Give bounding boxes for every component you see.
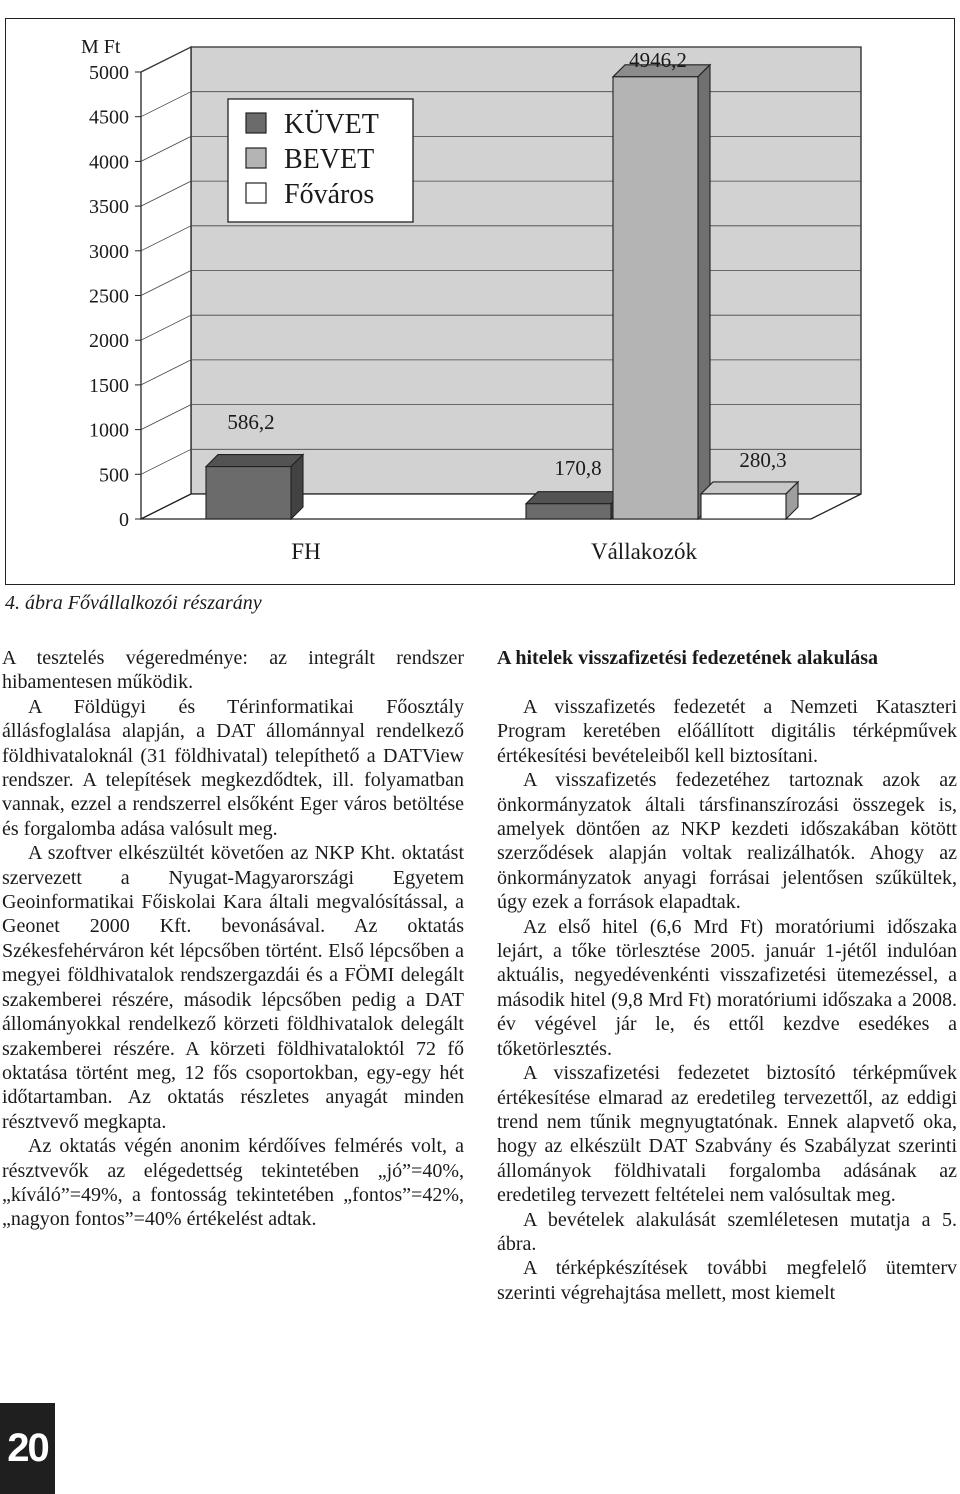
y-tick-label: 1500 — [89, 374, 129, 397]
paragraph: A tesztelés végeredménye: az integrált rendszer hibamentesen működik. — [2, 647, 464, 694]
y-tick-label: 0 — [119, 509, 129, 531]
bar — [613, 77, 698, 519]
bar-side — [698, 65, 710, 519]
page-number: 20 — [0, 1403, 55, 1494]
bar-chart — [6, 19, 954, 584]
bar — [526, 504, 611, 519]
figure-caption: 4. ábra Fővállalkozói részarány — [5, 592, 262, 614]
y-tick-label: 3500 — [89, 196, 129, 219]
paragraph: Az oktatás végén anonim kérdőíves felmérés volt, a résztvevők az elégedettség tekintetében „jó”=40%, „kíváló”=49%, a fontosság tekintetében „fontos”=42%, „nagyon fontos”=40% értékelést adtak. — [2, 1135, 464, 1231]
y-tick-label: 5000 — [89, 62, 129, 84]
legend-swatch — [246, 183, 266, 203]
y-tick-label: 500 — [99, 464, 129, 487]
data-label: 280,3 — [739, 448, 787, 472]
y-unit-label: M Ft — [81, 36, 121, 58]
bar-top — [701, 482, 798, 494]
data-label: 586,2 — [227, 410, 275, 434]
bar-top — [206, 455, 303, 467]
section-heading: A hitelek visszafizetési fedezetének alakulása — [497, 647, 879, 669]
paragraph: A szoftver elkészültét követően az NKP Kht. oktatást szervezett a Nyugat-Magyarországi Egyetem Geoinformatikai Főiskolai Kara általi megvalósítással, a Geonet 2000 Kft. bevonásával. Az oktatás Székesfehérváron két lépcsőben történt. Első lépcsőben a megyei földhivatalok rendszergazdái és a FÖMI delegált szakemberei részére, második lépcsőben pedig a DAT állományokkal rendelkező körzeti földhivatalok delegált szakemberei részére. A körzeti földhivataloktól 72 fő oktatása történt meg, 12 fős csoportokban, egy-egy hét időtartamban. Az oktatás részletes anyagát minden résztvevő megkapta. — [2, 842, 464, 1133]
y-tick-label: 1000 — [89, 419, 129, 442]
legend-label: Főváros — [284, 179, 375, 210]
bar-side — [291, 455, 303, 519]
data-label: 4946,2 — [629, 48, 687, 72]
paragraph: A visszafizetés fedezetéhez tartoznak azok az önkormányzatok általi társfinanszírozási összegek is, amelyek döntően az NKP kezdeti időszakában kötött szerződések alapján voltak realizálhatók. Ahogy az önkormányzatok anyagi forrásai jelentősen szűkültek, úgy ezek a források elapadtak. — [497, 769, 957, 914]
bar-top — [526, 492, 623, 504]
paragraph: A bevételek alakulását szemléletesen mutatja a 5. ábra. — [497, 1208, 957, 1255]
left-column — [2, 646, 464, 1232]
paragraph: Az első hitel (6,6 Mrd Ft) moratóriumi időszaka lejárt, a tőke törlesztése 2005. január 1-jétől indulóan aktuális, negyedévenkénti visszafizetési ütemezéssel, a második hitel (9,8 Mrd Ft) moratóriumi időszaka a 2008. év végével jár le, és ettől kezdve esedékes a tőketörlesztés. — [497, 915, 957, 1060]
bar — [206, 467, 291, 519]
y-tick-label: 2000 — [89, 330, 129, 353]
chart-frame — [5, 18, 955, 585]
y-tick-label: 2500 — [89, 285, 129, 308]
y-tick-label: 3000 — [89, 240, 129, 263]
paragraph: A visszafizetési fedezetet biztosító térképművek értékesítése elmarad az eredetileg tervezettől, az eddigi trend nem tűnik megnyugtatónak. Ennek alapvető oka, hogy az elkészült DAT Szabvány és Szabályzat szerinti állományok földhivatali forgalomba adásának az eredetileg tervezett feltételei nem valósultak meg. — [497, 1062, 957, 1207]
legend-swatch — [246, 148, 266, 168]
paragraph: A Földügyi és Térinformatikai Főosztály állásfoglalása alapján, a DAT állománnyal rendelkező földhivataloknál (31 földhivatal) telepíthető a DATView rendszer. A telepítések megkezdődtek, ill. folyamatban vannak, ezzel a rendszerrel elsőként Eger város betöltése és forgalomba adása valósult meg. — [2, 695, 464, 840]
paragraph: A térképkészítések további megfelelő ütemterv szerinti végrehajtása mellett, most kiemelt — [497, 1257, 957, 1304]
x-category-label: Vállakozók — [590, 539, 698, 564]
x-category-label: FH — [291, 539, 321, 564]
legend-swatch — [246, 113, 266, 133]
legend-label: KÜVET — [284, 109, 379, 140]
y-tick-label: 4000 — [89, 151, 129, 174]
paragraph: A visszafizetés fedezetét a Nemzeti Kataszteri Program keretében előállított digitális térképművek értékesítési bevételeiből kell biztosítani. — [497, 696, 957, 767]
bar — [701, 494, 786, 519]
right-column — [497, 646, 957, 1305]
data-label: 170,8 — [554, 456, 602, 480]
y-tick-label: 4500 — [89, 106, 129, 129]
legend-label: BEVET — [284, 144, 375, 175]
